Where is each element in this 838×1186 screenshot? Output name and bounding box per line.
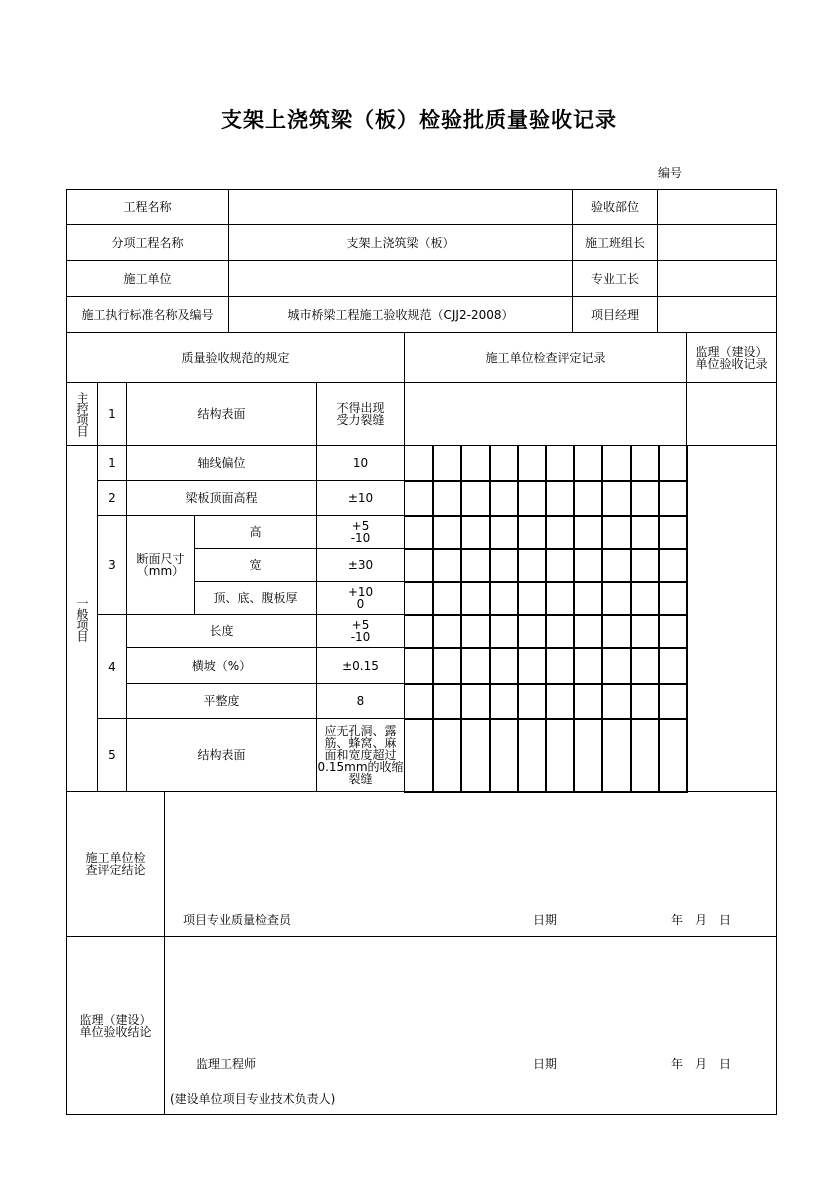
check-cell[interactable]: [630, 647, 660, 685]
page-title: 支架上浇筑梁（板）检验批质量验收记录: [221, 108, 617, 132]
item-req: +5 -10: [316, 515, 405, 549]
check-cell[interactable]: [432, 548, 462, 583]
main-item-name: 结构表面: [126, 382, 317, 446]
check-cell[interactable]: [460, 614, 491, 649]
item-name: 轴线偏位: [126, 445, 317, 481]
check-cell[interactable]: [460, 445, 491, 482]
check-cell[interactable]: [573, 445, 603, 482]
check-cell[interactable]: [517, 718, 547, 793]
check-cell[interactable]: [404, 581, 434, 616]
check-cell[interactable]: [432, 614, 462, 649]
check-cell[interactable]: [658, 718, 688, 793]
check-cell[interactable]: [432, 581, 462, 616]
check-cell[interactable]: [601, 614, 632, 649]
check-cell[interactable]: [573, 480, 603, 517]
accept-part-label: 验收部位: [572, 189, 658, 225]
check-cell[interactable]: [545, 683, 575, 720]
item-req: +5 -10: [316, 614, 405, 648]
check-cell[interactable]: [658, 548, 688, 583]
check-cell[interactable]: [601, 718, 632, 793]
check-cell[interactable]: [658, 445, 688, 482]
conclusion-label: 施工单位检 查评定结论: [66, 791, 165, 937]
check-cell[interactable]: [489, 614, 519, 649]
general-category: 一般项目: [66, 445, 98, 792]
main-category: 主控项目: [66, 382, 98, 446]
check-cell[interactable]: [404, 515, 434, 550]
check-header: 施工单位检查评定记录: [404, 332, 687, 383]
constructor-label: 施工单位: [66, 260, 229, 297]
check-cell[interactable]: [432, 515, 462, 550]
check-cell[interactable]: [545, 515, 575, 550]
item-name: 长度: [126, 614, 317, 648]
check-cell[interactable]: [432, 718, 462, 793]
check-cell[interactable]: [601, 683, 632, 720]
check-cell[interactable]: [573, 718, 603, 793]
check-cell[interactable]: [630, 718, 660, 793]
check-cell[interactable]: [601, 445, 632, 482]
constructor-field[interactable]: [228, 260, 573, 297]
check-cell[interactable]: [601, 647, 632, 685]
check-cell[interactable]: [545, 548, 575, 583]
check-cell[interactable]: [432, 647, 462, 685]
check-cell[interactable]: [404, 614, 434, 649]
check-cell[interactable]: [489, 445, 519, 482]
check-cell[interactable]: [460, 548, 491, 583]
check-cell[interactable]: [489, 480, 519, 517]
check-cell[interactable]: [404, 548, 434, 583]
standard-label: 施工执行标准名称及编号: [66, 296, 229, 333]
check-cell[interactable]: [573, 548, 603, 583]
conclusion-ymd: 年 月 日: [671, 913, 732, 927]
check-cell[interactable]: [432, 480, 462, 517]
main-check-cell[interactable]: [404, 382, 687, 446]
check-cell[interactable]: [658, 647, 688, 685]
check-cell[interactable]: [658, 614, 688, 649]
item-req: 应无孔洞、露 筋、蜂窝、麻 面和宽度超过 0.15mm的收缩 裂缝: [316, 718, 405, 792]
team-leader-field[interactable]: [657, 224, 777, 261]
item-req: +10 0: [316, 581, 405, 615]
team-leader-label: 施工班组长: [572, 224, 658, 261]
check-cell[interactable]: [601, 548, 632, 583]
check-cell[interactable]: [630, 515, 660, 550]
check-cell[interactable]: [601, 581, 632, 616]
check-cell[interactable]: [658, 515, 688, 550]
engineer-label: 监理工程师: [196, 1057, 257, 1071]
check-cell[interactable]: [573, 515, 603, 550]
sub-project-field[interactable]: 支架上浇筑梁（板）: [228, 224, 573, 261]
check-cell[interactable]: [601, 480, 632, 517]
check-cell[interactable]: [545, 614, 575, 649]
check-cell[interactable]: [489, 548, 519, 583]
check-cell[interactable]: [517, 647, 547, 685]
check-cell[interactable]: [489, 718, 519, 793]
check-cell[interactable]: [489, 515, 519, 550]
item-no: 3: [97, 515, 127, 615]
item-no: 2: [97, 480, 127, 516]
item-req: 8: [316, 683, 405, 719]
check-cell[interactable]: [460, 581, 491, 616]
check-cell[interactable]: [404, 718, 434, 793]
check-cell[interactable]: [460, 718, 491, 793]
check-cell[interactable]: [404, 647, 434, 685]
sub-item-name: 顶、底、腹板厚: [194, 581, 317, 615]
check-cell[interactable]: [573, 683, 603, 720]
check-cell[interactable]: [460, 515, 491, 550]
main-item-no: 1: [97, 382, 127, 446]
check-cell[interactable]: [573, 647, 603, 685]
project-name-label: 工程名称: [66, 189, 229, 225]
check-cell[interactable]: [630, 548, 660, 583]
check-cell[interactable]: [658, 581, 688, 616]
check-cell[interactable]: [460, 480, 491, 517]
check-cell[interactable]: [630, 614, 660, 649]
supervision-label: 监理（建设） 单位验收结论: [66, 936, 165, 1115]
supervision-date-label: 日期: [533, 1057, 558, 1071]
item-req: 10: [316, 445, 405, 481]
item-req: ±10: [316, 480, 405, 516]
check-cell[interactable]: [630, 480, 660, 517]
check-cell[interactable]: [489, 647, 519, 685]
check-cell[interactable]: [573, 614, 603, 649]
supervision-note: (建设单位项目专业技术负责人): [170, 1092, 336, 1106]
check-cell[interactable]: [517, 548, 547, 583]
item-req: ±30: [316, 548, 405, 582]
item-name: 横坡（%）: [126, 647, 317, 684]
item-no: 1: [97, 445, 127, 481]
project-name-field[interactable]: [228, 189, 573, 225]
check-cell[interactable]: [517, 480, 547, 517]
standard-field[interactable]: 城市桥梁工程施工验收规范（CJJ2-2008）: [228, 296, 573, 333]
spec-header: 质量验收规范的规定: [66, 332, 405, 383]
check-cell[interactable]: [489, 581, 519, 616]
inspector-label: 项目专业质量检查员: [183, 913, 292, 927]
item-name: 结构表面: [126, 718, 317, 792]
check-cell[interactable]: [601, 515, 632, 550]
check-cell[interactable]: [404, 683, 434, 720]
check-cell[interactable]: [573, 581, 603, 616]
item-req: ±0.15: [316, 647, 405, 684]
foreman-label: 专业工长: [572, 260, 658, 297]
check-cell[interactable]: [517, 515, 547, 550]
check-cell[interactable]: [517, 581, 547, 616]
check-cell[interactable]: [432, 445, 462, 482]
main-item-req: 不得出现 受力裂缝: [316, 382, 405, 446]
item-name: 平整度: [126, 683, 317, 719]
foreman-field[interactable]: [657, 260, 777, 297]
check-cell[interactable]: [489, 683, 519, 720]
conclusion-date-label: 日期: [533, 913, 558, 927]
check-cell[interactable]: [630, 581, 660, 616]
check-cell[interactable]: [432, 683, 462, 720]
supervision-area[interactable]: [164, 936, 777, 1115]
check-cell[interactable]: [404, 480, 434, 517]
check-cell[interactable]: [658, 480, 688, 517]
manager-field[interactable]: [657, 296, 777, 333]
check-cell[interactable]: [545, 445, 575, 482]
check-cell[interactable]: [545, 480, 575, 517]
item-name: 断面尺寸 （mm）: [126, 515, 195, 615]
check-cell[interactable]: [630, 445, 660, 482]
item-no: 5: [97, 718, 127, 792]
manager-label: 项目经理: [572, 296, 658, 333]
supervision-ymd: 年 月 日: [671, 1057, 732, 1071]
check-cell[interactable]: [404, 445, 434, 482]
main-supervise-cell[interactable]: [686, 382, 777, 446]
check-cell[interactable]: [517, 445, 547, 482]
sub-project-label: 分项工程名称: [66, 224, 229, 261]
sub-item-name: 高: [194, 515, 317, 549]
check-cell[interactable]: [517, 614, 547, 649]
sub-item-name: 宽: [194, 548, 317, 582]
check-cell[interactable]: [545, 581, 575, 616]
accept-part-field[interactable]: [657, 189, 777, 225]
check-cell[interactable]: [630, 683, 660, 720]
item-no: 4: [97, 614, 127, 719]
check-cell[interactable]: [517, 683, 547, 720]
check-cell[interactable]: [460, 647, 491, 685]
check-cell[interactable]: [460, 683, 491, 720]
check-cell[interactable]: [545, 647, 575, 685]
check-cell[interactable]: [545, 718, 575, 793]
check-cell[interactable]: [658, 683, 688, 720]
supervise-header: 监理（建设） 单位验收记录: [686, 332, 777, 383]
general-supervise-cell[interactable]: [686, 445, 777, 792]
item-name: 梁板顶面高程: [126, 480, 317, 516]
number-label: 编号: [658, 166, 683, 180]
